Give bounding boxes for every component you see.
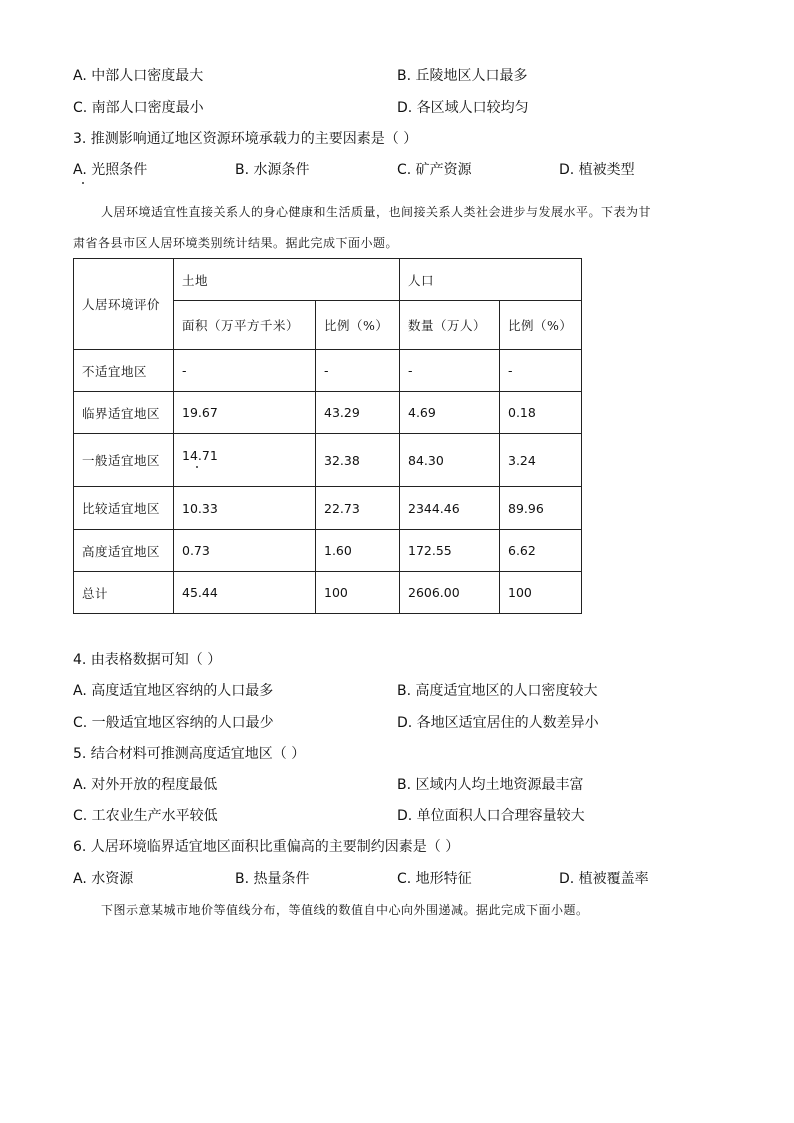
cell-area: 45.44: [174, 572, 316, 614]
cell-pop: 172.55: [400, 530, 500, 572]
row-label: 不适宜地区: [74, 350, 174, 392]
q5-stem: 5. 结合材料可推测高度适宜地区（ ）: [73, 746, 306, 762]
cell-land-ratio: 43.29: [316, 392, 400, 434]
q4-option-a: A. 高度适宜地区容纳的人口最多: [73, 683, 274, 699]
cell-pop: 2606.00: [400, 572, 500, 614]
q3-option-d: D. 植被类型: [559, 162, 635, 178]
q3-option-c: C. 矿产资源: [397, 162, 472, 178]
q4-option-d: D. 各地区适宜居住的人数差异小: [397, 715, 599, 731]
row-label: 比较适宜地区: [74, 487, 174, 530]
row-label: 一般适宜地区: [74, 434, 174, 487]
cell-area: 19.67: [174, 392, 316, 434]
row-label: 总计: [74, 572, 174, 614]
habitat-statistics-table: [73, 258, 582, 614]
cell-land-ratio: -: [316, 350, 400, 392]
table-row: [74, 572, 582, 614]
passage-1-line-2: 肃省各县市区人居环境类别统计结果。据此完成下面小题。: [73, 236, 399, 250]
q2-option-b: B. 丘陵地区人口最多: [397, 68, 528, 84]
table-row: [74, 350, 582, 392]
cell-pop: 84.30: [400, 434, 500, 487]
cell-area: 0.73: [174, 530, 316, 572]
cell-area-value: 14.71: [182, 447, 218, 463]
q2-option-a: A. 中部人口密度最大: [73, 68, 204, 84]
cell-land-ratio: 22.73: [316, 487, 400, 530]
cell-pop-ratio: -: [500, 350, 582, 392]
q4-option-c: C. 一般适宜地区容纳的人口最少: [73, 715, 274, 731]
q5-option-b: B. 区域内人均土地资源最丰富: [397, 777, 584, 793]
table-header-area: 面积（万平方千米）: [174, 301, 316, 350]
passage-2-line-1: 下图示意某城市地价等值线分布，等值线的数值自中心向外围递减。据此完成下面小题。: [101, 903, 589, 917]
q5-option-c: C. 工农业生产水平较低: [73, 808, 218, 824]
cell-land-ratio: 100: [316, 572, 400, 614]
q3-option-b: B. 水源条件: [235, 162, 310, 178]
table-header-population: 人口: [400, 259, 582, 301]
table-header-pop-count: 数量（万人）: [400, 301, 500, 350]
table-header-pop-ratio: 比例（%）: [500, 301, 582, 350]
speck-mark: [196, 466, 198, 468]
cell-pop-ratio: 0.18: [500, 392, 582, 434]
cell-land-ratio: 32.38: [316, 434, 400, 487]
q6-option-c: C. 地形特征: [397, 871, 472, 887]
cell-area: -: [174, 350, 316, 392]
q6-stem: 6. 人居环境临界适宜地区面积比重偏高的主要制约因素是（ ）: [73, 839, 460, 855]
table-row: [74, 487, 582, 530]
table-header-evaluation: 人居环境评价: [74, 259, 174, 350]
q3-option-a: A. 光照条件: [73, 162, 148, 178]
q6-option-a: A. 水资源: [73, 871, 134, 887]
cell-pop-ratio: 3.24: [500, 434, 582, 487]
q4-stem: 4. 由表格数据可知（ ）: [73, 652, 222, 668]
speck-mark: [82, 182, 84, 184]
cell-pop: 2344.46: [400, 487, 500, 530]
table-header-land: 土地: [174, 259, 400, 301]
table-header-land-ratio: 比例（%）: [316, 301, 400, 350]
cell-land-ratio: 1.60: [316, 530, 400, 572]
q2-option-d: D. 各区域人口较均匀: [397, 100, 529, 116]
cell-area: [174, 434, 316, 487]
row-label: 临界适宜地区: [74, 392, 174, 434]
cell-area: 10.33: [174, 487, 316, 530]
table-row: [74, 434, 582, 487]
cell-pop-ratio: 100: [500, 572, 582, 614]
q2-option-c: C. 南部人口密度最小: [73, 100, 204, 116]
q4-option-b: B. 高度适宜地区的人口密度较大: [397, 683, 598, 699]
q5-option-d: D. 单位面积人口合理容量较大: [397, 808, 585, 824]
cell-pop: 4.69: [400, 392, 500, 434]
q6-option-b: B. 热量条件: [235, 871, 310, 887]
table-row: [74, 392, 582, 434]
table-row: [74, 530, 582, 572]
row-label: 高度适宜地区: [74, 530, 174, 572]
q5-option-a: A. 对外开放的程度最低: [73, 777, 218, 793]
cell-pop-ratio: 89.96: [500, 487, 582, 530]
cell-pop-ratio: 6.62: [500, 530, 582, 572]
q6-option-d: D. 植被覆盖率: [559, 871, 649, 887]
passage-1-line-1: 人居环境适宜性直接关系人的身心健康和生活质量，也间接关系人类社会进步与发展水平。下表为甘: [101, 205, 652, 219]
cell-pop: -: [400, 350, 500, 392]
q3-stem: 3. 推测影响通辽地区资源环境承载力的主要因素是（ ）: [73, 131, 418, 147]
